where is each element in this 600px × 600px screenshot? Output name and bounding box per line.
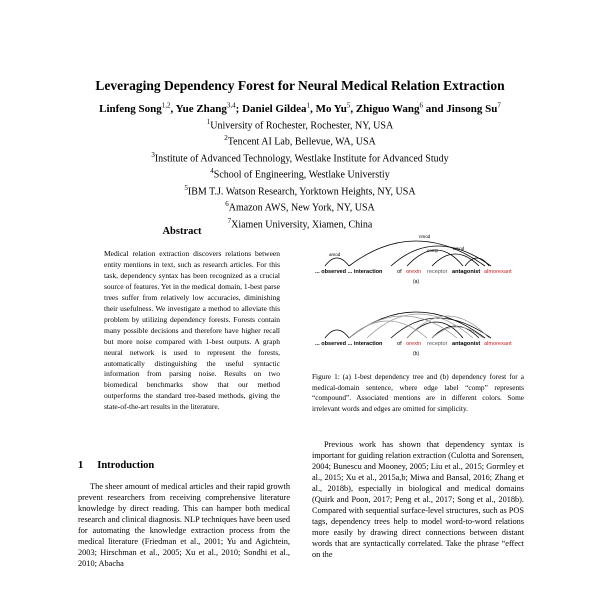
introduction-body [78,482,290,570]
tree-words [315,269,512,275]
affiliation: $^5$IBM T.J. Watson Research, Yorktown Heights, NY, USA [184,183,416,198]
word: orexin [406,341,422,347]
abstract-text: Medical relation extraction discovers relations between entity mentions in text, such as research articles. For this task, dependency syntax has been recognized as a crucial source of features. Yet in the medical domain, 1-best parse trees suffer from relatively low accuracies, diminishing their usefulness. We investigate a method to alleviate this problem by utilizing dependency forests. Forests contain many possible decisions and therefore have higher recall but more noise compared with 1-best outputs. A graph neural network is used to represent the forests, automatically distinguishing the useful syntactic information from parsing noise. Results on two biomedical benchmarks show that our method outperforms the standard tree-based methods, giving the state-of-the-art results in the literature. [104,249,280,412]
section-heading-introduction [78,460,168,471]
affiliations [0,116,600,231]
arc-label: amod [329,252,341,257]
author: Zhiguo Wang$^6$ and [355,101,447,115]
word: antagonist [452,269,481,275]
affiliation: $^1$University of Rochester, Rochester, NY, USA [206,118,394,132]
arc-comp-2 [432,254,479,266]
author: Linfeng Song$^{1,2}$, [99,101,176,115]
abstract-heading: Abstract [162,226,202,237]
word: receptor [427,269,448,275]
paper-title: Leveraging Dependency Forest for Neural Medical Relation Extraction [95,78,505,93]
tree-arcs [325,241,491,266]
figure-caption: Figure 1: (a) 1-best dependency tree and (b) dependency forest for a medical-domain sentence, where edge label “comp” represents “compound”. Associated mentions are in different colors. Some irrelevant words and edges are omitted for simplicity. [312,372,524,413]
author: Daniel Gildea$^1$, [242,101,316,115]
author: Yue Zhang$^{3,4}$; [175,101,243,115]
word: antagonist [452,341,481,347]
affiliation: $^6$Amazon AWS, New York, NY, USA [225,200,375,214]
word: receptor [427,341,448,347]
arc-amod [325,258,349,266]
section-number: 1 [78,460,84,471]
forest-words [315,341,512,347]
introduction-paragraph: The sheer amount of medical articles and their rapid growth prevent researchers from receiving comprehensive literature knowledge by direct reading. This can hamper both medical research and clinical diagnosis. NLP techniques have been used for automating the knowledge extraction process from the medical literature (Friedman et al., 2001; Yu and Agichtein, 2003; Hirschman et al., 2005; Xu et al., 2010; Sondhi et al., 2010; Abacha [78,482,290,568]
arc-label: nmod [453,246,465,251]
arc-label: comp [427,248,439,253]
author-line [0,101,600,115]
arc-nmod-long [349,241,485,266]
word: ... observed ... interaction [315,269,383,275]
right-column-body [312,440,524,560]
panel-label-b: (b) [413,351,420,357]
panel-label-a: (a) [413,279,420,285]
forest-arcs [325,312,491,338]
affiliation: $^3$Institute of Advanced Technology, Westlake Institute for Advanced Study [151,150,449,165]
word: of [397,269,402,275]
word: almorexant [484,341,512,347]
word: ... observed ... interaction [315,341,383,347]
author: Jinsong Su$^7$ [446,101,501,115]
dependency-figure [307,220,529,365]
word: of [397,341,402,347]
word: orexin [406,269,422,275]
body-paragraph: Previous work has shown that dependency syntax is important for guiding relation extraction (Culotta and Sorensen, 2004; Bunescu and Mooney, 2005; Liu et al., 2015; Gormley et al., 2015; Xu et al., 2015a,b; Miwa and Bansal, 2016; Zhang et al., 2018b), especially in biological and medical domains (Quirk and Poon, 2017; Peng et al., 2017; Song et al., 2018b). Compared with sequential surface-level structures, such as POS tags, dependency trees help to model word-to-word relations more easily by drawing direct connections between distant words that are syntactically correlated. Take the phrase “effect on the [312,440,524,559]
arc-label: nmod [419,234,431,239]
section-title: Introduction [97,460,155,471]
affiliation: $^7$Xiamen University, Xiamen, China [227,216,373,230]
affiliation: $^4$School of Engineering, Westlake Universtiy [210,167,390,181]
word: almorexant [484,269,512,275]
author: Mo Yu$^5$, [315,101,356,115]
affiliation: $^2$Tencent AI Lab, Bellevue, WA, USA [224,134,376,148]
